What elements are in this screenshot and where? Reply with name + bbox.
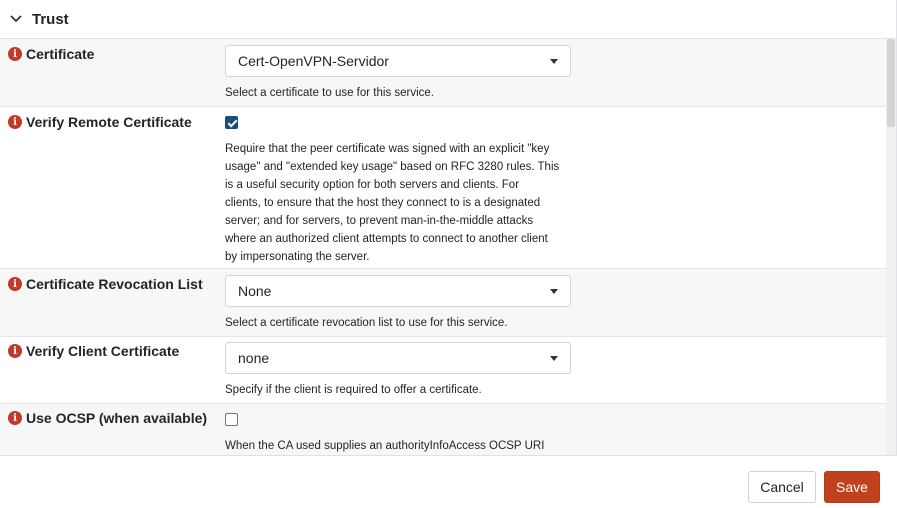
crl-help: Select a certificate revocation list to use for this service. [225,317,508,329]
help-line: Require that the peer certificate was signed with an explicit "key [225,143,550,155]
crl-select[interactable] [225,275,571,307]
info-icon[interactable]: i [8,47,22,61]
certificate-label: Certificate [26,46,95,62]
certificate-label-wrap [8,46,94,62]
scrollbar[interactable] [886,39,896,455]
info-icon[interactable]: i [8,277,22,291]
help-line: by impersonating the server. [225,251,370,263]
section-title: Trust [32,10,69,28]
save-button[interactable]: Save [824,471,880,503]
ocsp-label: Use OCSP (when available) [26,410,208,426]
caret-down-icon [550,59,558,64]
row-certificate [0,39,886,107]
certificate-help: Select a certificate to use for this service. [225,87,435,99]
help-line: is a useful security option for both servers and clients. For [225,179,520,191]
ocsp-checkbox[interactable] [225,413,238,426]
crl-label-wrap [8,276,203,292]
ocsp-help: When the CA used supplies an authorityInfoAccess OCSP URI [225,440,545,452]
caret-down-icon [550,356,558,361]
verify-client-help: Specify if the client is required to offer a certificate. [225,384,482,396]
info-icon[interactable]: i [8,115,22,129]
row-verify-client-certificate [0,337,886,404]
verify-client-select-value: none [238,350,270,366]
verify-client-label-wrap [8,343,179,359]
certificate-select-value: Cert-OpenVPN-Servidor [238,53,389,69]
row-crl [0,269,886,337]
crl-label: Certificate Revocation List [26,276,203,292]
cancel-button[interactable]: Cancel [748,471,816,503]
chevron-down-icon[interactable] [8,11,24,27]
verify-client-select[interactable] [225,342,571,374]
caret-down-icon [550,289,558,294]
verify-client-label: Verify Client Certificate [26,343,180,359]
ocsp-label-wrap [8,410,207,426]
verify-remote-help [225,140,575,266]
section-header-trust[interactable] [0,0,897,39]
help-line: where an authorized client attempts to connect to another client [225,233,548,245]
help-line: server; and for servers, to prevent man-in-the-middle attacks [225,215,534,227]
help-line: clients, to ensure that the host they connect to is a designated [225,197,541,209]
crl-select-value: None [238,283,272,299]
scrollbar-thumb[interactable] [887,39,895,127]
verify-remote-label-wrap [8,114,192,130]
row-use-ocsp [0,404,886,455]
help-line: usage" and "extended key usage" based on RFC 3280 rules. This [225,161,560,173]
row-verify-remote-certificate [0,107,886,269]
certificate-select[interactable] [225,45,571,77]
verify-remote-checkbox[interactable] [225,116,238,129]
info-icon[interactable]: i [8,344,22,358]
info-icon[interactable]: i [8,411,22,425]
dialog-footer [0,455,897,508]
verify-remote-label: Verify Remote Certificate [26,114,192,130]
